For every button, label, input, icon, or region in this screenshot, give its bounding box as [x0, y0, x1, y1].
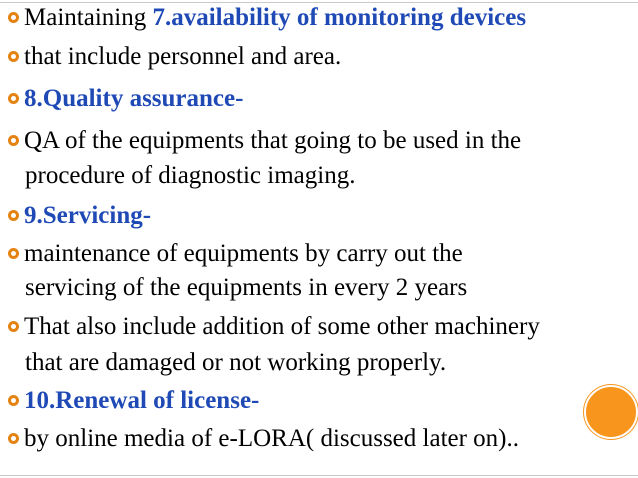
bullet-icon — [8, 433, 19, 444]
line-text: Maintaining — [24, 4, 153, 31]
continuation-line-servicing — [25, 274, 467, 302]
bullet-icon — [8, 93, 19, 104]
continuation-line-damaged — [25, 349, 446, 377]
bullet-line-renewal-heading — [8, 387, 259, 415]
line-text: that are damaged or not working properly. — [25, 349, 447, 376]
line-text: that include personnel and area. — [24, 43, 342, 70]
line-text: procedure of diagnostic imaging. — [25, 162, 356, 189]
line-text: by online media of e-LORA( discussed later on).. — [24, 425, 520, 452]
continuation-line-qa — [25, 162, 355, 190]
bullet-line-quality-heading — [8, 85, 243, 113]
orange-circle-decoration — [584, 385, 638, 439]
renewal-heading: 10.Renewal of license- — [24, 387, 260, 414]
bullet-line-addition — [8, 313, 540, 341]
bullet-line-personnel — [8, 43, 341, 71]
bullet-line-maintenance — [8, 240, 463, 268]
bullet-icon — [8, 51, 19, 62]
slide-bottom-border — [0, 475, 638, 476]
bullet-icon — [8, 135, 19, 146]
bullet-icon — [8, 321, 19, 332]
line-text: That also include addition of some other machinery — [24, 313, 540, 340]
bullet-line-qa — [8, 127, 521, 155]
servicing-heading: 9.Servicing- — [24, 202, 152, 229]
slide-top-border — [0, 2, 638, 3]
bullet-icon — [8, 248, 19, 259]
line-text: servicing of the equipments in every 2 years — [25, 274, 468, 301]
bullet-line-servicing-heading — [8, 202, 151, 230]
line-text: QA of the equipments that going to be used in the — [24, 127, 522, 154]
availability-heading: 7.availability of monitoring devices — [152, 4, 527, 31]
quality-assurance-heading: 8.Quality assurance- — [24, 85, 244, 112]
bullet-line-online — [8, 425, 519, 453]
bullet-icon — [8, 210, 19, 221]
bullet-icon — [8, 395, 19, 406]
line-text: maintenance of equipments by carry out the — [24, 240, 463, 267]
bullet-icon — [8, 12, 19, 23]
bullet-line-maintaining — [8, 4, 526, 32]
